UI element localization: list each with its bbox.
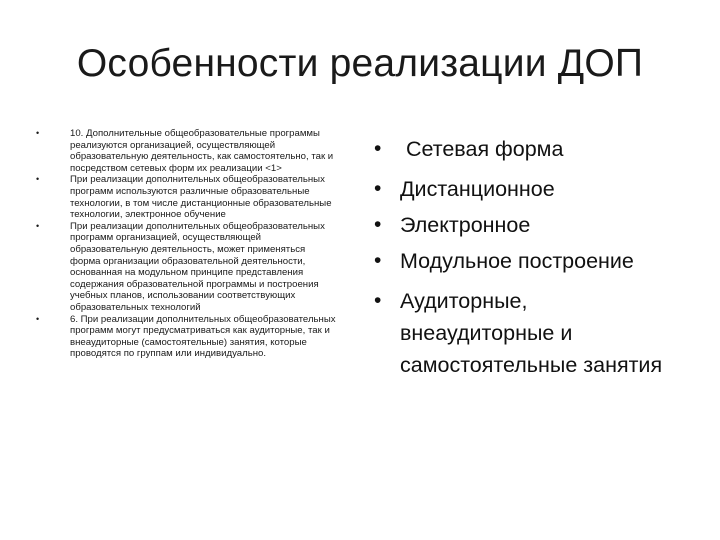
slide-title: Особенности реализации ДОП: [76, 42, 644, 85]
bullet-icon: •: [374, 289, 382, 312]
bullet-icon: •: [36, 174, 40, 185]
left-item-text: 10. Дополнительные общеобразовательные программы реализуются организацией, осуществляющей образовательную деятельность, как самостоятельно, так и посредством сетевых форм их реализации <1>: [70, 128, 334, 174]
right-item-text: Аудиторные, внеаудиторные и самостоятельные занятия: [400, 289, 663, 377]
right-list-item-5: [374, 285, 674, 381]
left-list-item-4: [36, 314, 336, 360]
right-item-text: Дистанционное: [400, 177, 555, 201]
bullet-icon: •: [36, 313, 40, 324]
right-list-item-3: [374, 209, 674, 241]
right-item-text: Модульное построение: [400, 249, 634, 273]
bullet-icon: •: [374, 249, 382, 272]
bullet-icon: •: [374, 213, 382, 236]
left-list-item-1: [36, 128, 336, 174]
left-item-text: 6. При реализации дополнительных общеобразовательных программ могут предусматриваться как аудиторные, так и внеаудиторные (самостоятельные) занятия, которые проводятся по группам или индивидуально.: [70, 313, 336, 360]
bullet-icon: •: [374, 137, 382, 160]
bullet-icon: •: [374, 177, 382, 200]
right-item-text: Электронное: [400, 213, 531, 237]
left-bullet-list: [36, 128, 336, 360]
right-bullet-list: [374, 133, 674, 389]
left-list-item-2: [36, 174, 336, 220]
left-item-text: При реализации дополнительных общеобразовательных программ используются различные образовательные технологии, в том числе дистанционные образовательные технологии, электронное обучение: [70, 174, 332, 221]
left-item-text: При реализации дополнительных общеобразовательных программ организацией, осуществляющей образовательную деятельность, может применяться форма организации образовательной деятельности, основанная на модульном принципе представления содержания образовательной программы и построения учебных планов, использовании соответствующих образовательных технологий: [70, 220, 325, 313]
left-list-item-3: [36, 221, 336, 314]
right-list-item-4: [374, 245, 674, 277]
right-list-item-2: [374, 173, 674, 205]
right-list-item-1: [374, 133, 674, 165]
bullet-icon: •: [36, 128, 40, 138]
right-item-text: Сетевая форма: [400, 137, 564, 161]
bullet-icon: •: [36, 220, 40, 231]
